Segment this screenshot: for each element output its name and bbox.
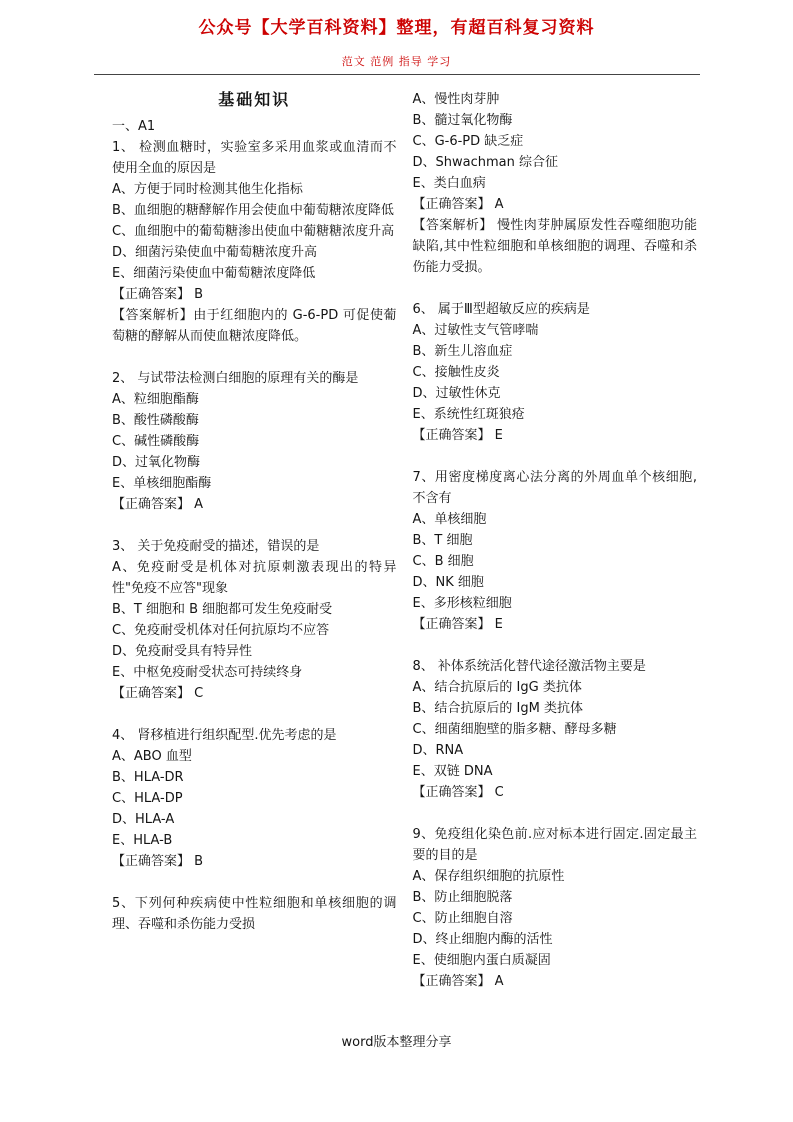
text-line: E、多形核粒细胞 xyxy=(412,596,512,611)
text-line: B、T 细胞和 B 细胞都可发生免疫耐受 xyxy=(112,602,333,617)
text-line: D、过敏性休克 xyxy=(412,386,501,401)
text-line: D、免疫耐受具有特异性 xyxy=(112,644,253,659)
text-line: E、HLA-B xyxy=(112,833,173,848)
text-line: D、细菌污染使血中葡萄糖浓度升高 xyxy=(112,245,318,260)
text-line: 3、 关于免疫耐受的描述，错误的是 xyxy=(112,539,320,554)
text-line: C、免疫耐受机体对任何抗原均不应答 xyxy=(112,623,330,638)
document-footer: word版本整理分享 xyxy=(341,1035,452,1050)
text-line: E、双链 DNA xyxy=(412,764,493,779)
blank-line xyxy=(112,515,397,536)
header-subtitle: 范文 范例 指导 学习 xyxy=(341,55,452,68)
text-line: B、HLA-DR xyxy=(112,770,184,785)
text-line: 8、 补体系统活化替代途径激活物主要是 xyxy=(412,659,646,674)
text-line: C、细菌细胞壁的脂多糖、酵母多糖 xyxy=(412,722,617,737)
text-line: 【正确答案】 C xyxy=(412,785,504,800)
text-line: C、碱性磷酸酶 xyxy=(112,434,200,449)
text-line: B、T 细胞 xyxy=(412,533,473,548)
text-line: 9、免疫组化染色前.应对标本进行固定.固定最主要的目的是 xyxy=(412,827,697,863)
text-line: D、过氧化物酶 xyxy=(112,455,201,470)
blank-line xyxy=(413,635,698,656)
text-line: 【正确答案】 E xyxy=(412,428,503,443)
text-line: A、粒细胞酯酶 xyxy=(112,392,199,407)
text-line: A、保存组织细胞的抗原性 xyxy=(412,869,565,884)
text-line: B、防止细胞脱落 xyxy=(412,890,513,905)
text-line: C、B 细胞 xyxy=(412,554,474,569)
text-line: 5、下列何种疾病使中性粒细胞和单核细胞的调理、吞噬和杀伤能力受损 xyxy=(112,896,397,932)
header-title: 公众号【大学百科资料】整理，有超百科复习资料 xyxy=(198,18,595,38)
text-line: C、G-6-PD 缺乏症 xyxy=(412,134,524,149)
text-line: 【正确答案】 E xyxy=(412,617,503,632)
text-line: E、类白血病 xyxy=(412,176,486,191)
right-column xyxy=(413,89,698,992)
text-line: B、血细胞的糖酵解作用会使血中葡萄糖浓度降低 xyxy=(112,203,394,218)
blank-line xyxy=(413,446,698,467)
text-line: 4、 肾移植进行组织配型.优先考虑的是 xyxy=(112,728,337,743)
text-line: A、单核细胞 xyxy=(412,512,487,527)
blank-line xyxy=(112,872,397,893)
text-line: D、HLA-A xyxy=(112,812,175,827)
text-line: E、系统性红斑狼疮 xyxy=(412,407,525,422)
text-line: A、免疫耐受是机体对抗原刺激表现出的特异性"免疫不应答"现象 xyxy=(112,560,397,596)
text-line: D、终止细胞内酶的活性 xyxy=(412,932,553,947)
text-line: 【正确答案】 B xyxy=(112,287,204,302)
text-line: B、髓过氧化物酶 xyxy=(412,113,513,128)
text-line: 【正确答案】 C xyxy=(112,686,204,701)
text-line: 6、 属于Ⅲ型超敏反应的疾病是 xyxy=(412,302,590,317)
blank-line xyxy=(413,278,698,299)
right-column-text xyxy=(413,89,698,992)
text-line: E、细菌污染使血中葡萄糖浓度降低 xyxy=(112,266,316,281)
document-header xyxy=(0,0,793,75)
text-line: 【正确答案】 A xyxy=(412,974,504,989)
text-line: D、RNA xyxy=(412,743,464,758)
text-line: 【答案解析】由于红细胞内的 G-6-PD 可促使葡萄糖的酵解从而使血糖浓度降低。 xyxy=(112,308,397,344)
blank-line xyxy=(413,803,698,824)
blank-line xyxy=(112,704,397,725)
text-line: D、Shwachman 综合征 xyxy=(412,155,558,170)
left-column-text xyxy=(112,116,397,935)
text-line: 【正确答案】 B xyxy=(112,854,204,869)
text-line: 2、 与试带法检测白细胞的原理有关的酶是 xyxy=(112,371,359,386)
text-line: B、新生儿溶血症 xyxy=(412,344,513,359)
text-line: E、中枢免疫耐受状态可持续终身 xyxy=(112,665,303,680)
text-line: A、ABO 血型 xyxy=(112,749,192,764)
text-line: A、过敏性支气管哮喘 xyxy=(412,323,539,338)
left-column xyxy=(112,89,397,992)
text-line: 1、 检测血糖时，实验室多采用血浆或血清而不使用全血的原因是 xyxy=(112,140,397,176)
document-body xyxy=(0,75,793,992)
text-line: E、单核细胞酯酶 xyxy=(112,476,212,491)
blank-line xyxy=(112,347,397,368)
text-line: A、结合抗原后的 IgG 类抗体 xyxy=(412,680,582,695)
text-line: C、HLA-DP xyxy=(112,791,183,806)
document-title: 基础知识 xyxy=(218,90,291,109)
text-line: E、使细胞内蛋白质凝固 xyxy=(412,953,551,968)
text-line: A、方便于同时检测其他生化指标 xyxy=(112,182,303,197)
text-line: 7、用密度梯度离心法分离的外周血单个核细胞,不含有 xyxy=(412,470,697,506)
text-line: C、防止细胞自溶 xyxy=(412,911,513,926)
text-line: C、血细胞中的葡萄糖渗出使血中葡糖糖浓度升高 xyxy=(112,224,395,239)
text-line: C、接触性皮炎 xyxy=(412,365,500,380)
text-line: A、慢性肉芽肿 xyxy=(412,92,500,107)
text-line: B、结合抗原后的 IgM 类抗体 xyxy=(412,701,583,716)
text-line: 【答案解析】 慢性肉芽肿属原发性吞噬细胞功能缺陷,其中性粒细胞和单核细胞的调理、吞噬和杀伤能力受损。 xyxy=(412,218,697,275)
text-line: D、NK 细胞 xyxy=(412,575,484,590)
text-line: B、酸性磷酸酶 xyxy=(112,413,199,428)
text-line: 一、A1 xyxy=(112,119,156,134)
text-line: 【正确答案】 A xyxy=(412,197,504,212)
text-line: 【正确答案】 A xyxy=(112,497,204,512)
